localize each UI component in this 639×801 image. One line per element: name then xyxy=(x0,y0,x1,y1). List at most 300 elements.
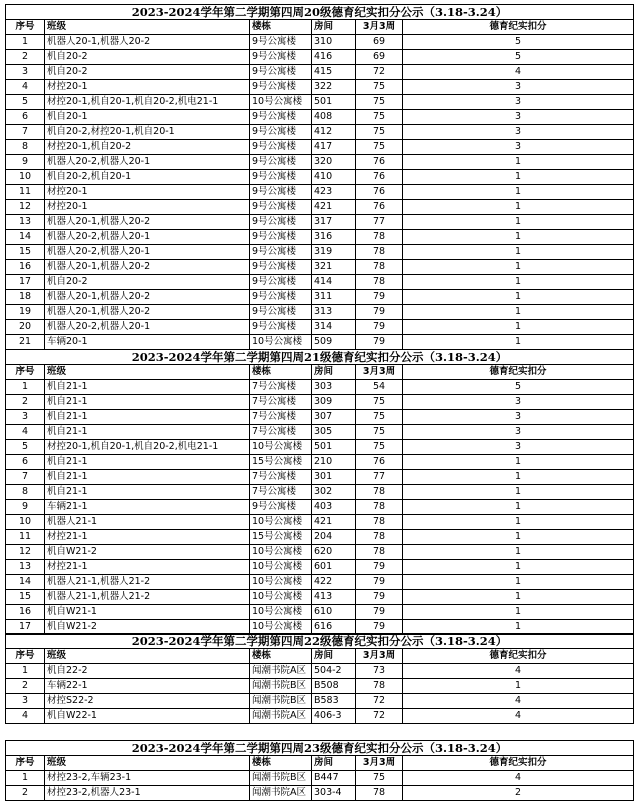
col-room-cell: 410 xyxy=(312,170,356,184)
table-row xyxy=(5,290,634,305)
col-deduct-cell: 4 xyxy=(514,710,522,721)
col-deduct-cell: 1 xyxy=(514,231,522,242)
col-score-cell: 78 xyxy=(356,500,403,514)
col-building-cell: 7号公寓楼 xyxy=(250,380,312,394)
table-title: 2023-2024学年第二学期第四周21级德育纪实扣分公示（3.18-3.24） xyxy=(5,349,634,365)
col-room-cell: 313 xyxy=(312,305,356,319)
col-room-cell: 320 xyxy=(312,155,356,169)
col-score-cell: 73 xyxy=(356,664,403,678)
header-col-no: 序号 xyxy=(6,649,45,663)
table-row xyxy=(5,305,634,320)
header-col-building: 楼栋 xyxy=(250,649,312,663)
col-score-cell: 75 xyxy=(356,440,403,454)
table-row xyxy=(5,455,634,470)
header-col-class: 班级 xyxy=(45,365,250,379)
col-no-cell: 2 xyxy=(6,395,45,409)
col-deduct-cell: 1 xyxy=(514,471,522,482)
table-row xyxy=(5,80,634,95)
col-score-cell: 79 xyxy=(356,605,403,619)
header-col-room: 房间 xyxy=(312,365,356,379)
col-score-cell: 78 xyxy=(356,485,403,499)
col-no-cell: 2 xyxy=(6,679,45,693)
col-no-cell: 3 xyxy=(6,694,45,708)
col-no-cell: 17 xyxy=(6,620,45,634)
table-row xyxy=(5,320,634,335)
table-row xyxy=(5,664,634,679)
col-building-cell: 9号公寓楼 xyxy=(250,290,312,304)
col-building-cell: 9号公寓楼 xyxy=(250,110,312,124)
col-room-cell: 314 xyxy=(312,320,356,334)
table-row xyxy=(5,771,634,786)
col-room-cell: 421 xyxy=(312,515,356,529)
col-building-cell: 7号公寓楼 xyxy=(250,470,312,484)
col-score-cell: 78 xyxy=(356,260,403,274)
col-room-cell: 610 xyxy=(312,605,356,619)
col-no-cell: 20 xyxy=(6,320,45,334)
col-class-cell: 机自20-2 xyxy=(45,50,250,64)
col-room-cell: 423 xyxy=(312,185,356,199)
col-no-cell: 7 xyxy=(6,470,45,484)
col-no-cell: 8 xyxy=(6,485,45,499)
col-building-cell: 9号公寓楼 xyxy=(250,185,312,199)
table-title: 2023-2024学年第二学期第四周20级德育纪实扣分公示（3.18-3.24） xyxy=(5,4,634,20)
col-class-cell: 机自22-2 xyxy=(45,664,250,678)
col-no-cell: 13 xyxy=(6,560,45,574)
col-room-cell: 210 xyxy=(312,455,356,469)
col-class-cell: 材控20-1 xyxy=(45,80,250,94)
col-no-cell: 21 xyxy=(6,335,45,349)
col-score-cell: 78 xyxy=(356,275,403,289)
col-building-cell: 9号公寓楼 xyxy=(250,170,312,184)
col-class-cell: 机自21-1 xyxy=(45,395,250,409)
table-row xyxy=(5,95,634,110)
col-no-cell: 12 xyxy=(6,200,45,214)
col-score-cell: 76 xyxy=(356,455,403,469)
col-score-cell: 75 xyxy=(356,95,403,109)
col-score-cell: 78 xyxy=(356,530,403,544)
header-col-room: 房间 xyxy=(312,649,356,663)
col-deduct-cell: 1 xyxy=(514,171,522,182)
col-no-cell: 4 xyxy=(6,709,45,723)
table-row xyxy=(5,380,634,395)
col-room-cell: 504-2 xyxy=(312,664,356,678)
col-no-cell: 19 xyxy=(6,305,45,319)
col-deduct-cell: 3 xyxy=(514,126,522,137)
col-no-cell: 14 xyxy=(6,230,45,244)
table-row xyxy=(5,575,634,590)
col-building-cell: 闻潮书院A区 xyxy=(250,786,312,800)
col-class-cell: 机器人20-1,机器人20-2 xyxy=(45,290,250,304)
table-row xyxy=(5,500,634,515)
col-class-cell: 材控23-2,车辆23-1 xyxy=(45,771,250,785)
col-room-cell: 321 xyxy=(312,260,356,274)
table-row xyxy=(5,440,634,455)
col-score-cell: 76 xyxy=(356,155,403,169)
col-building-cell: 10号公寓楼 xyxy=(250,440,312,454)
col-room-cell: 509 xyxy=(312,335,356,349)
col-class-cell: 机自20-2,机自20-1 xyxy=(45,170,250,184)
header-row xyxy=(5,649,634,664)
col-room-cell: 501 xyxy=(312,440,356,454)
header-row xyxy=(5,20,634,35)
col-building-cell: 9号公寓楼 xyxy=(250,50,312,64)
col-deduct-cell: 2 xyxy=(514,787,522,798)
col-class-cell: 机器人20-2,机器人20-1 xyxy=(45,320,250,334)
col-score-cell: 76 xyxy=(356,185,403,199)
table-row xyxy=(5,694,634,709)
table-row xyxy=(5,530,634,545)
col-no-cell: 1 xyxy=(6,380,45,394)
col-no-cell: 10 xyxy=(6,170,45,184)
table-row xyxy=(5,35,634,50)
col-room-cell: 302 xyxy=(312,485,356,499)
col-score-cell: 75 xyxy=(356,771,403,785)
col-room-cell: 322 xyxy=(312,80,356,94)
col-deduct-cell: 1 xyxy=(514,531,522,542)
col-room-cell: 204 xyxy=(312,530,356,544)
col-score-cell: 77 xyxy=(356,470,403,484)
col-score-cell: 72 xyxy=(356,709,403,723)
col-building-cell: 9号公寓楼 xyxy=(250,245,312,259)
col-score-cell: 54 xyxy=(356,380,403,394)
header-col-score: 3月3周 xyxy=(356,756,403,770)
col-building-cell: 10号公寓楼 xyxy=(250,620,312,634)
col-room-cell: 422 xyxy=(312,575,356,589)
table-row xyxy=(5,275,634,290)
col-class-cell: 机器人20-2,机器人20-1 xyxy=(45,245,250,259)
col-no-cell: 11 xyxy=(6,530,45,544)
col-no-cell: 3 xyxy=(6,65,45,79)
col-room-cell: B583 xyxy=(312,694,356,708)
col-no-cell: 18 xyxy=(6,290,45,304)
col-no-cell: 12 xyxy=(6,545,45,559)
table-row xyxy=(5,155,634,170)
col-class-cell: 材控20-1 xyxy=(45,200,250,214)
table-row xyxy=(5,110,634,125)
col-deduct-cell: 5 xyxy=(514,381,522,392)
col-deduct-cell: 3 xyxy=(514,111,522,122)
header-row xyxy=(5,365,634,380)
col-score-cell: 75 xyxy=(356,80,403,94)
col-building-cell: 15号公寓楼 xyxy=(250,455,312,469)
col-score-cell: 75 xyxy=(356,395,403,409)
col-room-cell: 620 xyxy=(312,545,356,559)
table-row xyxy=(5,679,634,694)
col-deduct-cell: 1 xyxy=(514,201,522,212)
col-score-cell: 72 xyxy=(356,65,403,79)
col-deduct-cell: 1 xyxy=(514,606,522,617)
header-col-score: 3月3周 xyxy=(356,20,403,34)
col-class-cell: 机自21-1 xyxy=(45,380,250,394)
col-no-cell: 16 xyxy=(6,605,45,619)
col-no-cell: 15 xyxy=(6,245,45,259)
col-deduct-cell: 1 xyxy=(514,576,522,587)
col-no-cell: 5 xyxy=(6,95,45,109)
header-row xyxy=(5,756,634,771)
col-class-cell: 车辆20-1 xyxy=(45,335,250,349)
col-no-cell: 6 xyxy=(6,110,45,124)
table-row xyxy=(5,560,634,575)
col-no-cell: 9 xyxy=(6,500,45,514)
header-col-deduct: 德育纪实扣分 xyxy=(489,757,547,768)
col-room-cell: 501 xyxy=(312,95,356,109)
col-score-cell: 79 xyxy=(356,290,403,304)
header-col-score: 3月3周 xyxy=(356,365,403,379)
col-score-cell: 75 xyxy=(356,425,403,439)
col-score-cell: 75 xyxy=(356,410,403,424)
col-building-cell: 9号公寓楼 xyxy=(250,200,312,214)
col-no-cell: 15 xyxy=(6,590,45,604)
col-building-cell: 10号公寓楼 xyxy=(250,335,312,349)
col-building-cell: 9号公寓楼 xyxy=(250,260,312,274)
col-score-cell: 69 xyxy=(356,50,403,64)
col-class-cell: 机自W21-2 xyxy=(45,545,250,559)
col-building-cell: 7号公寓楼 xyxy=(250,410,312,424)
col-building-cell: 闻潮书院B区 xyxy=(250,771,312,785)
table-grade-21 xyxy=(5,349,634,635)
col-score-cell: 78 xyxy=(356,545,403,559)
col-score-cell: 79 xyxy=(356,620,403,634)
col-class-cell: 机自20-2,材控20-1,机自20-1 xyxy=(45,125,250,139)
col-room-cell: 421 xyxy=(312,200,356,214)
col-class-cell: 材控20-1 xyxy=(45,185,250,199)
header-col-room: 房间 xyxy=(312,20,356,34)
table-row xyxy=(5,200,634,215)
table-row xyxy=(5,125,634,140)
col-building-cell: 10号公寓楼 xyxy=(250,575,312,589)
col-class-cell: 机自20-2 xyxy=(45,65,250,79)
col-building-cell: 7号公寓楼 xyxy=(250,485,312,499)
col-room-cell: 408 xyxy=(312,110,356,124)
table-row xyxy=(5,410,634,425)
col-no-cell: 1 xyxy=(6,771,45,785)
table-title: 2023-2024学年第二学期第四周22级德育纪实扣分公示（3.18-3.24） xyxy=(5,633,634,649)
table-row xyxy=(5,230,634,245)
col-no-cell: 3 xyxy=(6,410,45,424)
col-score-cell: 77 xyxy=(356,215,403,229)
col-class-cell: 机自20-1 xyxy=(45,110,250,124)
header-col-class: 班级 xyxy=(45,756,250,770)
col-score-cell: 69 xyxy=(356,35,403,49)
header-col-class: 班级 xyxy=(45,649,250,663)
header-col-room: 房间 xyxy=(312,756,356,770)
col-deduct-cell: 3 xyxy=(514,441,522,452)
col-building-cell: 9号公寓楼 xyxy=(250,155,312,169)
table-row xyxy=(5,545,634,560)
col-building-cell: 9号公寓楼 xyxy=(250,65,312,79)
table-row xyxy=(5,515,634,530)
col-score-cell: 76 xyxy=(356,200,403,214)
header-col-building: 楼栋 xyxy=(250,756,312,770)
col-class-cell: 机器人20-1,机器人20-2 xyxy=(45,215,250,229)
col-class-cell: 材控21-1 xyxy=(45,530,250,544)
table-row xyxy=(5,425,634,440)
col-no-cell: 10 xyxy=(6,515,45,529)
col-deduct-cell: 1 xyxy=(514,156,522,167)
table-row xyxy=(5,50,634,65)
col-class-cell: 车辆22-1 xyxy=(45,679,250,693)
col-deduct-cell: 3 xyxy=(514,426,522,437)
col-score-cell: 75 xyxy=(356,110,403,124)
col-room-cell: 316 xyxy=(312,230,356,244)
col-deduct-cell: 3 xyxy=(514,396,522,407)
col-no-cell: 9 xyxy=(6,155,45,169)
col-room-cell: 305 xyxy=(312,425,356,439)
col-no-cell: 6 xyxy=(6,455,45,469)
col-class-cell: 材控23-2,机器人23-1 xyxy=(45,786,250,800)
col-score-cell: 79 xyxy=(356,590,403,604)
col-building-cell: 10号公寓楼 xyxy=(250,95,312,109)
col-score-cell: 78 xyxy=(356,245,403,259)
col-building-cell: 9号公寓楼 xyxy=(250,140,312,154)
col-score-cell: 78 xyxy=(356,230,403,244)
header-col-score: 3月3周 xyxy=(356,649,403,663)
col-no-cell: 17 xyxy=(6,275,45,289)
col-class-cell: 机自21-1 xyxy=(45,485,250,499)
col-building-cell: 9号公寓楼 xyxy=(250,35,312,49)
col-deduct-cell: 4 xyxy=(514,665,522,676)
col-score-cell: 79 xyxy=(356,320,403,334)
col-building-cell: 9号公寓楼 xyxy=(250,500,312,514)
header-col-no: 序号 xyxy=(6,365,45,379)
col-deduct-cell: 1 xyxy=(514,336,522,347)
table-grade-23 xyxy=(5,740,634,801)
col-score-cell: 79 xyxy=(356,575,403,589)
table-row xyxy=(5,245,634,260)
col-room-cell: 310 xyxy=(312,35,356,49)
col-no-cell: 5 xyxy=(6,440,45,454)
col-score-cell: 78 xyxy=(356,515,403,529)
col-room-cell: 413 xyxy=(312,590,356,604)
col-no-cell: 16 xyxy=(6,260,45,274)
col-no-cell: 7 xyxy=(6,125,45,139)
col-class-cell: 材控21-1 xyxy=(45,560,250,574)
col-deduct-cell: 1 xyxy=(514,501,522,512)
table-row xyxy=(5,786,634,801)
header-col-building: 楼栋 xyxy=(250,20,312,34)
col-building-cell: 9号公寓楼 xyxy=(250,305,312,319)
col-class-cell: 机自W21-2 xyxy=(45,620,250,634)
col-deduct-cell: 1 xyxy=(514,291,522,302)
col-building-cell: 闻潮书院A区 xyxy=(250,709,312,723)
col-room-cell: 307 xyxy=(312,410,356,424)
col-class-cell: 机器人20-1,机器人20-2 xyxy=(45,305,250,319)
col-score-cell: 75 xyxy=(356,125,403,139)
col-class-cell: 机器人21-1,机器人21-2 xyxy=(45,590,250,604)
col-room-cell: 403 xyxy=(312,500,356,514)
col-building-cell: 10号公寓楼 xyxy=(250,560,312,574)
col-deduct-cell: 1 xyxy=(514,516,522,527)
col-no-cell: 2 xyxy=(6,786,45,800)
table-row xyxy=(5,215,634,230)
col-room-cell: 601 xyxy=(312,560,356,574)
col-building-cell: 7号公寓楼 xyxy=(250,425,312,439)
col-deduct-cell: 1 xyxy=(514,246,522,257)
col-class-cell: 机器人21-1,机器人21-2 xyxy=(45,575,250,589)
col-class-cell: 机器人20-2,机器人20-1 xyxy=(45,155,250,169)
col-building-cell: 闻潮书院B区 xyxy=(250,679,312,693)
col-deduct-cell: 5 xyxy=(514,51,522,62)
col-building-cell: 9号公寓楼 xyxy=(250,215,312,229)
col-class-cell: 材控20-1,机自20-2 xyxy=(45,140,250,154)
header-col-no: 序号 xyxy=(6,20,45,34)
table-title: 2023-2024学年第二学期第四周23级德育纪实扣分公示（3.18-3.24） xyxy=(5,740,634,756)
col-deduct-cell: 5 xyxy=(514,36,522,47)
col-deduct-cell: 1 xyxy=(514,306,522,317)
col-deduct-cell: 1 xyxy=(514,261,522,272)
col-room-cell: 414 xyxy=(312,275,356,289)
col-building-cell: 9号公寓楼 xyxy=(250,275,312,289)
col-room-cell: 412 xyxy=(312,125,356,139)
col-deduct-cell: 1 xyxy=(514,276,522,287)
col-score-cell: 72 xyxy=(356,694,403,708)
col-class-cell: 机自21-1 xyxy=(45,425,250,439)
col-room-cell: 417 xyxy=(312,140,356,154)
table-row xyxy=(5,185,634,200)
col-building-cell: 10号公寓楼 xyxy=(250,545,312,559)
col-class-cell: 材控S22-2 xyxy=(45,694,250,708)
col-building-cell: 9号公寓楼 xyxy=(250,125,312,139)
col-class-cell: 机自21-1 xyxy=(45,410,250,424)
col-score-cell: 76 xyxy=(356,170,403,184)
col-building-cell: 闻潮书院A区 xyxy=(250,664,312,678)
col-deduct-cell: 1 xyxy=(514,591,522,602)
col-no-cell: 4 xyxy=(6,80,45,94)
col-no-cell: 13 xyxy=(6,215,45,229)
col-building-cell: 9号公寓楼 xyxy=(250,230,312,244)
col-no-cell: 4 xyxy=(6,425,45,439)
col-building-cell: 10号公寓楼 xyxy=(250,605,312,619)
table-row xyxy=(5,260,634,275)
col-room-cell: 301 xyxy=(312,470,356,484)
col-room-cell: 303-4 xyxy=(312,786,356,800)
col-deduct-cell: 1 xyxy=(514,216,522,227)
header-col-building: 楼栋 xyxy=(250,365,312,379)
header-col-no: 序号 xyxy=(6,756,45,770)
col-class-cell: 机自20-2 xyxy=(45,275,250,289)
col-room-cell: 317 xyxy=(312,215,356,229)
col-deduct-cell: 3 xyxy=(514,96,522,107)
col-class-cell: 材控20-1,机自20-1,机自20-2,机电21-1 xyxy=(45,440,250,454)
table-row xyxy=(5,470,634,485)
col-deduct-cell: 4 xyxy=(514,695,522,706)
col-no-cell: 14 xyxy=(6,575,45,589)
col-class-cell: 机器人20-1,机器人20-2 xyxy=(45,260,250,274)
col-deduct-cell: 1 xyxy=(514,546,522,557)
col-no-cell: 11 xyxy=(6,185,45,199)
col-score-cell: 79 xyxy=(356,305,403,319)
col-building-cell: 7号公寓楼 xyxy=(250,395,312,409)
header-col-deduct: 德育纪实扣分 xyxy=(489,21,547,32)
col-no-cell: 1 xyxy=(6,664,45,678)
header-col-class: 班级 xyxy=(45,20,250,34)
col-score-cell: 79 xyxy=(356,335,403,349)
col-deduct-cell: 1 xyxy=(514,621,522,632)
table-row xyxy=(5,65,634,80)
col-deduct-cell: 1 xyxy=(514,680,522,691)
col-class-cell: 机器人20-1,机器人20-2 xyxy=(45,35,250,49)
col-building-cell: 9号公寓楼 xyxy=(250,80,312,94)
table-row xyxy=(5,709,634,724)
col-class-cell: 机器人20-2,机器人20-1 xyxy=(45,230,250,244)
col-no-cell: 8 xyxy=(6,140,45,154)
col-deduct-cell: 4 xyxy=(514,66,522,77)
col-class-cell: 机自W22-1 xyxy=(45,709,250,723)
col-deduct-cell: 4 xyxy=(514,772,522,783)
col-building-cell: 10号公寓楼 xyxy=(250,590,312,604)
table-grade-20 xyxy=(5,4,634,350)
col-deduct-cell: 1 xyxy=(514,321,522,332)
